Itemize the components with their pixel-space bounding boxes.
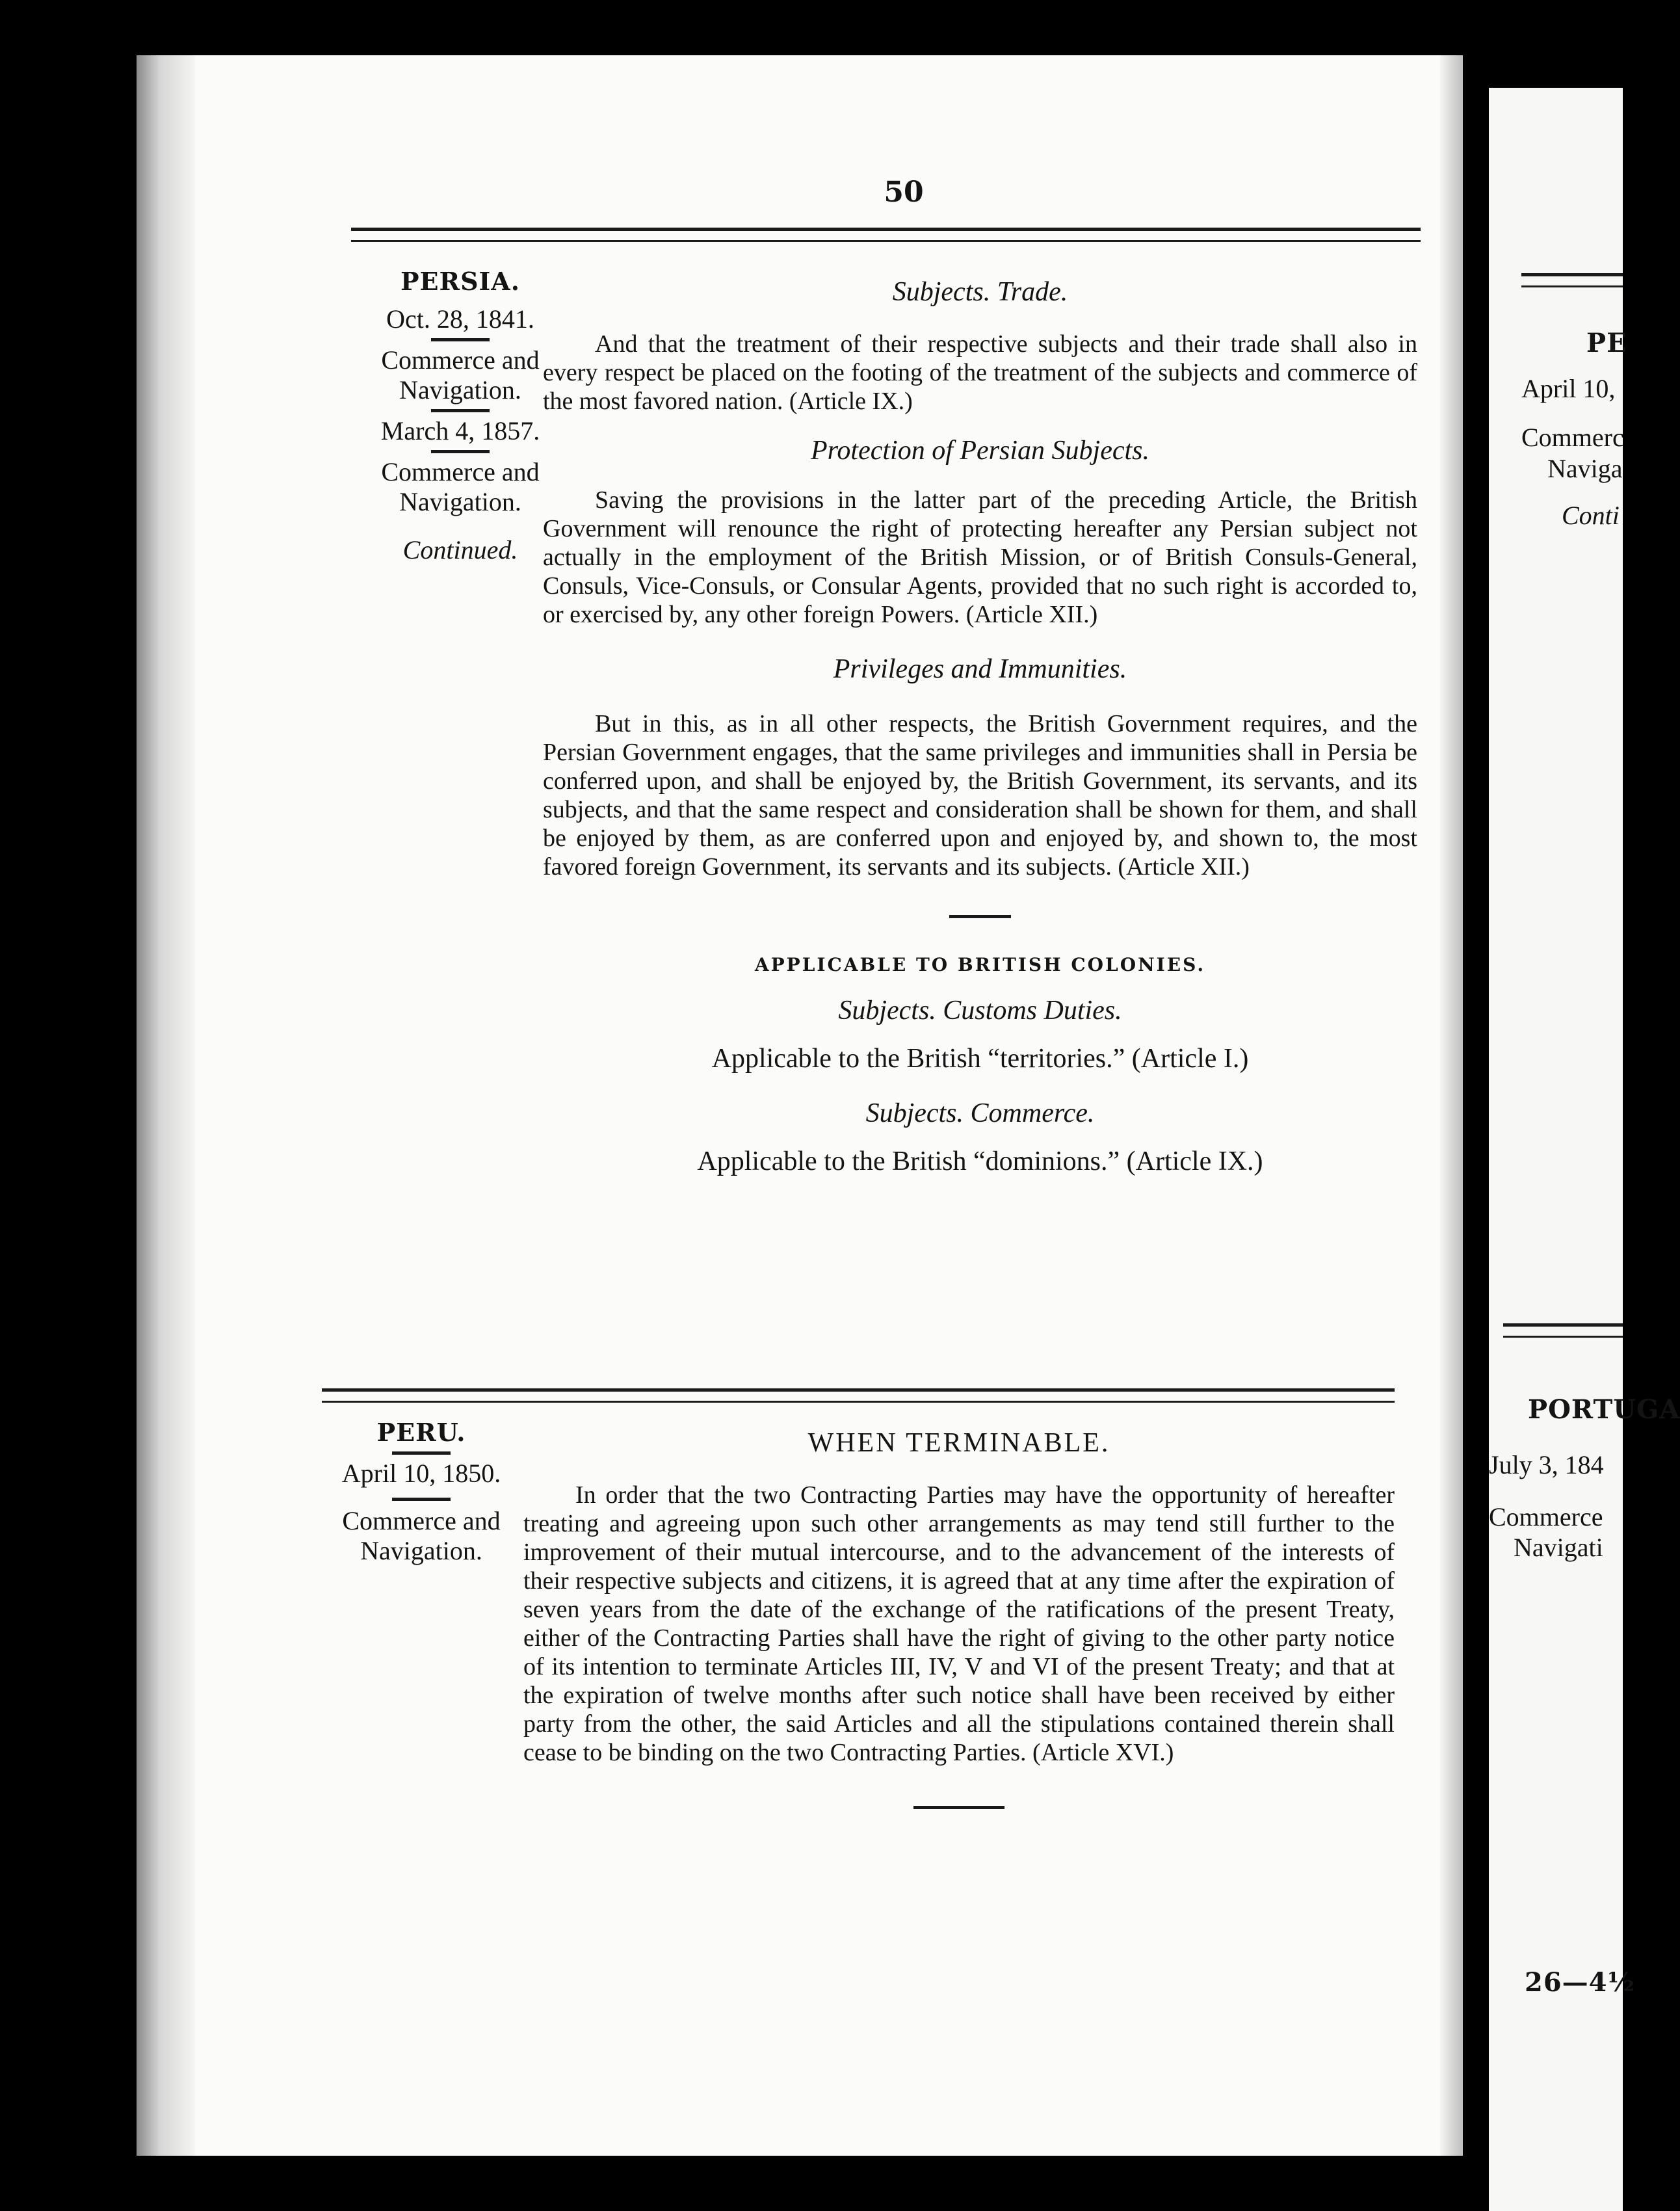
next-page-lower bbox=[1489, 1388, 1680, 1779]
persia-type-1857-line2: Navigation. bbox=[399, 487, 521, 516]
section-text-trade: And that the treatment of their respective subjects and their trade shall also in every respect be placed on the footing of the treatment of the subjects and commerce of the most favored nation. (Article IX.) bbox=[543, 330, 1417, 415]
colonies-commerce-text: Applicable to the British “dominions.” (Article IX.) bbox=[697, 1146, 1263, 1176]
persia-date-1857: March 4, 1857. bbox=[380, 416, 540, 445]
page-binding-shadow bbox=[137, 55, 195, 2156]
persia-country: PERSIA. bbox=[400, 267, 521, 296]
section-heading-trade: Subjects. Trade. bbox=[892, 277, 1068, 307]
next-page-type-2: Naviga bbox=[1547, 454, 1623, 483]
persia-date-1841: Oct. 28, 1841. bbox=[386, 304, 534, 334]
persia-body bbox=[543, 276, 1417, 1177]
peru-date: April 10, 1850. bbox=[341, 1459, 501, 1488]
colonies-customs-heading: Subjects. Customs Duties. bbox=[838, 996, 1122, 1026]
margin-divider bbox=[431, 338, 490, 341]
section-heading-protection: Protection of Persian Subjects. bbox=[810, 436, 1150, 466]
next-page-heading: PE bbox=[1586, 328, 1627, 358]
persia-margin bbox=[356, 267, 564, 565]
next-page-type-4: Navigati bbox=[1514, 1533, 1603, 1562]
peru-body bbox=[523, 1427, 1395, 1809]
next-page-mid-rule bbox=[1503, 1323, 1623, 1338]
next-page-type-1: Commerc bbox=[1521, 423, 1624, 452]
peru-country: PERU. bbox=[376, 1418, 466, 1447]
colonies-heading: APPLICABLE TO BRITISH COLONIES. bbox=[754, 954, 1206, 975]
next-page-country: PORTUGA bbox=[1528, 1394, 1680, 1425]
margin-divider bbox=[392, 1451, 451, 1455]
section-divider bbox=[913, 1806, 1004, 1809]
next-page-type-3: Commerce bbox=[1489, 1502, 1603, 1531]
next-page-continued: Conti bbox=[1562, 501, 1620, 530]
margin-divider bbox=[392, 1498, 451, 1501]
next-page-rule bbox=[1521, 273, 1623, 287]
section-divider bbox=[949, 915, 1011, 918]
colonies-customs-text: Applicable to the British “territories.” (Article I.) bbox=[711, 1044, 1249, 1074]
section-text-protection: Saving the provisions in the latter part of the preceding Article, the British Government will renounce the right of protecting hereafter any Persian subject not actually in the employment of the British Mission, or of British Consuls-General, Consuls, Vice-Consuls, or Consular Agents, provided that no such right is accorded to, or exercised by, any other foreign Powers. (Article XII.) bbox=[543, 486, 1417, 628]
section-heading-privileges: Privileges and Immunities. bbox=[833, 654, 1127, 684]
signature-mark: 26—4½ bbox=[1525, 1967, 1636, 1998]
next-page-date: April 10, bbox=[1521, 374, 1616, 403]
peru-heading: WHEN TERMINABLE. bbox=[807, 1428, 1110, 1458]
persia-type-1841-line2: Navigation. bbox=[399, 375, 521, 404]
page-edge-shade bbox=[1440, 55, 1463, 2156]
section-text-privileges: But in this, as in all other respects, the British Government requires, and the Persian Government engages, that the same privileges and immunities shall in Persia be conferred upon, and shall be enjoyed by, the British Government, its servants, and its subjects, and that the same respect and consideration shall be shown for them, and shall be enjoyed by them, as are conferred upon and enjoyed by, and shown to, the most favored foreign Government, its servants and its subjects. (Article XII.) bbox=[543, 710, 1417, 880]
page-number: 50 bbox=[884, 176, 924, 209]
persia-continued: Continued. bbox=[402, 535, 518, 564]
adjacent-page bbox=[1489, 88, 1623, 2211]
peru-margin bbox=[317, 1418, 525, 1566]
colonies-commerce-heading: Subjects. Commerce. bbox=[865, 1098, 1095, 1128]
peru-text: In order that the two Contracting Parties may have the opportunity of hereafter treating and agreeing upon such other arrangements as may tend still further to the improvement of their mutual intercourse, and to the advancement of the interests of their respective subjects and citizens, it is agreed that at any time after the expiration of seven years from the date of the exchange of the ratifications of the present Treaty, either of the Contracting Parties shall have the right of giving to the other party notice of its intention to terminate Articles III, IV, V and VI of the present Treaty; and that at the expiration of twelve months after such notice shall have been received by either party from the other, the said Articles and all the stipulations contained therein shall cease to be binding on the two Contracting Parties. (Article XVI.) bbox=[523, 1481, 1395, 1766]
next-page-date-2: July 3, 184 bbox=[1489, 1450, 1604, 1479]
margin-divider bbox=[431, 409, 490, 412]
persia-type-1841-line1: Commerce and bbox=[381, 345, 540, 375]
mid-double-rule bbox=[322, 1388, 1395, 1403]
peru-type-line2: Navigation. bbox=[360, 1536, 482, 1565]
peru-type-line1: Commerce and bbox=[342, 1506, 501, 1535]
top-double-rule bbox=[351, 228, 1421, 242]
persia-type-1857-line1: Commerce and bbox=[381, 457, 540, 486]
margin-divider bbox=[431, 450, 490, 453]
